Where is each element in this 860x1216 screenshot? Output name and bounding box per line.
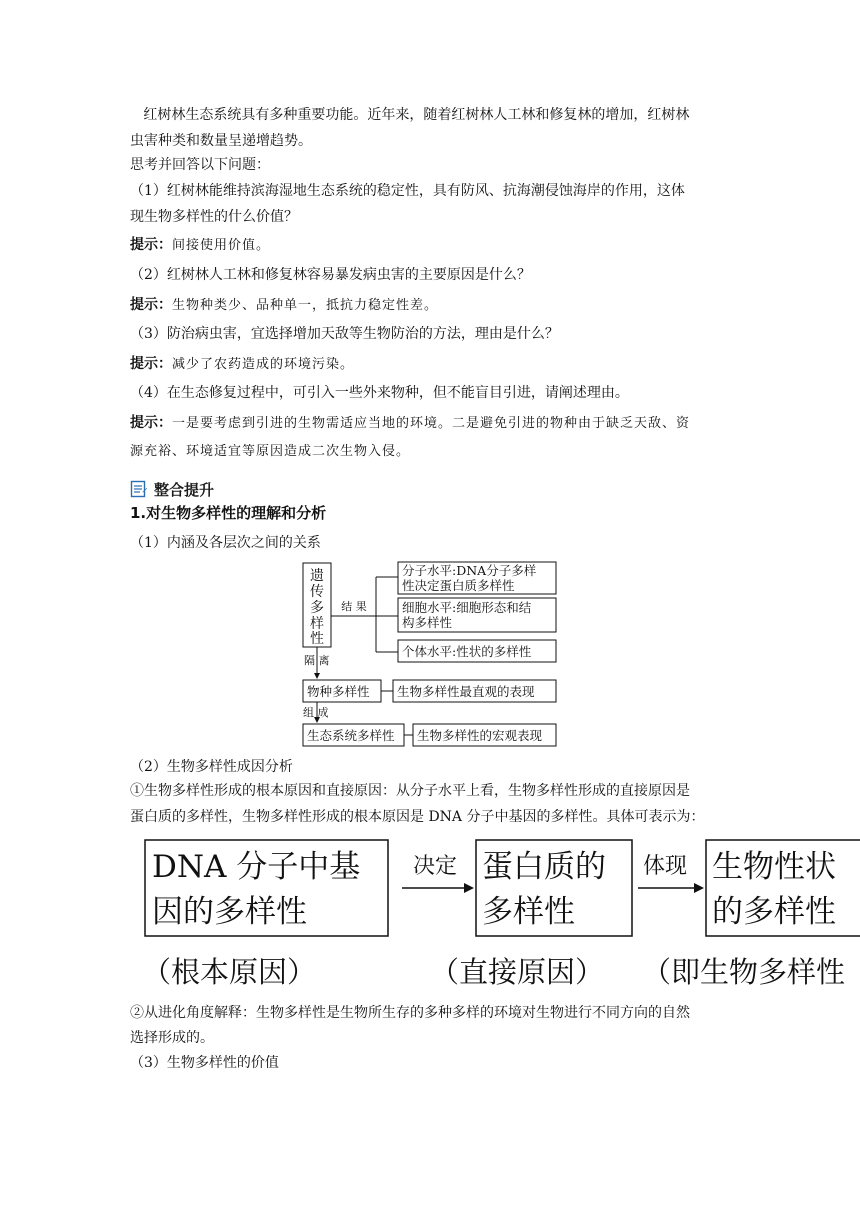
hint-label: 提示：	[130, 415, 172, 431]
trait-diversity-line1: 生物性状	[712, 849, 836, 885]
hint-text: 生物种类少、品种单一，抵抗力稳定性差。	[172, 298, 439, 313]
hint-text: 一是要考虑到引进的生物需适应当地的环境。二是避免引进的物种由于缺乏天敌、资	[172, 416, 691, 431]
trait-diversity-line2: 的多样性	[712, 894, 836, 930]
section-heading	[130, 478, 214, 500]
hint-label: 提示：	[130, 356, 172, 372]
root-cause-caption: （根本原因）	[142, 955, 317, 989]
biodiversity-caption: （即生物多样性	[642, 955, 846, 989]
cell-level-line1: 细胞水平:细胞形态和结	[402, 600, 532, 615]
question-4: （4）在生态修复过程中，可引入一些外来物种，但不能盲目引进，请阐述理由。	[130, 385, 629, 401]
answer-4-line2: 源充裕、环境适宜等原因造成二次生物入侵。	[130, 444, 411, 459]
embody-label: 体现	[643, 854, 688, 879]
compose-label: 组 成	[303, 706, 329, 719]
question-3: （3）防治病虫害，宜选择增加天敌等生物防治的方法，理由是什么？	[130, 326, 559, 342]
subheading-3: （3）生物多样性的价值	[130, 1055, 279, 1071]
genetic-char: 遗	[310, 568, 324, 584]
hint-text: 间接使用价值。	[172, 238, 271, 253]
cause-flow-diagram	[130, 830, 860, 1000]
question-1-line1: （1）红树林能维持滨海湿地生态系统的稳定性，具有防风、抗海潮侵蚀海岸的作用，这体	[130, 183, 685, 199]
subheading-2: （2）生物多样性成因分析	[130, 759, 293, 775]
answer-1	[130, 232, 730, 259]
molecular-level-line2: 性决定蛋白质多样性	[402, 578, 515, 593]
individual-level: 个体水平:性状的多样性	[402, 644, 532, 659]
genetic-char: 传	[310, 584, 324, 600]
isolation-label: 隔 离	[304, 654, 330, 667]
answer-3	[130, 351, 730, 378]
cell-level-line2: 构多样性	[402, 615, 453, 630]
species-diversity: 物种多样性	[307, 684, 370, 699]
dna-diversity-line1: DNA 分子中基	[152, 849, 361, 885]
biodiversity-levels-diagram	[300, 560, 562, 752]
genetic-char: 多	[310, 600, 324, 616]
result-label: 结 果	[341, 600, 367, 613]
hint-label: 提示：	[130, 297, 172, 313]
answer-4-line1	[130, 410, 730, 437]
intro-paragraph-line2: 虫害种类和数量呈递增趋势。	[130, 133, 312, 149]
heading-1: 1.对生物多样性的理解和分析	[130, 504, 327, 522]
section-title: 整合提升	[154, 480, 215, 499]
question-1-line2: 现生物多样性的什么价值？	[130, 209, 298, 225]
protein-diversity-line1: 蛋白质的	[482, 849, 606, 885]
intro-paragraph-line1: 红树林生态系统具有多种重要功能。近年来，随着红树林人工林和修复林的增加，红树林	[143, 107, 690, 123]
cause-paragraph-line1: ①生物多样性形成的根本原因和直接原因：从分子水平上看，生物多样性形成的直接原因是	[130, 783, 690, 799]
answer-2	[130, 292, 730, 319]
evolution-paragraph-line1: ②从进化角度解释：生物多样性是生物所生存的多种多样的环境对生物进行不同方向的自然	[130, 1005, 690, 1021]
subheading-1: （1）内涵及各层次之间的关系	[130, 535, 321, 551]
hint-label: 提示：	[130, 237, 172, 253]
hint-text: 减少了农药造成的环境污染。	[172, 357, 355, 372]
direct-cause-caption: （直接原因）	[430, 955, 605, 989]
ecosystem-desc: 生物多样性的宏观表现	[417, 728, 543, 743]
decide-label: 决定	[413, 854, 458, 879]
genetic-char: 性	[310, 631, 324, 647]
list-icon	[130, 480, 148, 498]
question-2: （2）红树林人工林和修复林容易暴发病虫害的主要原因是什么？	[130, 267, 531, 283]
molecular-level-line1: 分子水平:DNA分子多样	[402, 563, 537, 578]
protein-diversity-line2: 多样性	[482, 894, 575, 930]
evolution-paragraph-line2: 选择形成的。	[130, 1030, 214, 1046]
ecosystem-diversity: 生态系统多样性	[307, 728, 395, 743]
dna-diversity-line2: 因的多样性	[152, 894, 307, 930]
genetic-char: 样	[310, 616, 324, 632]
species-desc: 生物多样性最直观的表现	[397, 684, 535, 699]
intro-prompt: 思考并回答以下问题：	[130, 157, 270, 173]
cause-paragraph-line2: 蛋白质的多样性，生物多样性形成的根本原因是 DNA 分子中基因的多样性。具体可表示为：	[130, 809, 705, 825]
